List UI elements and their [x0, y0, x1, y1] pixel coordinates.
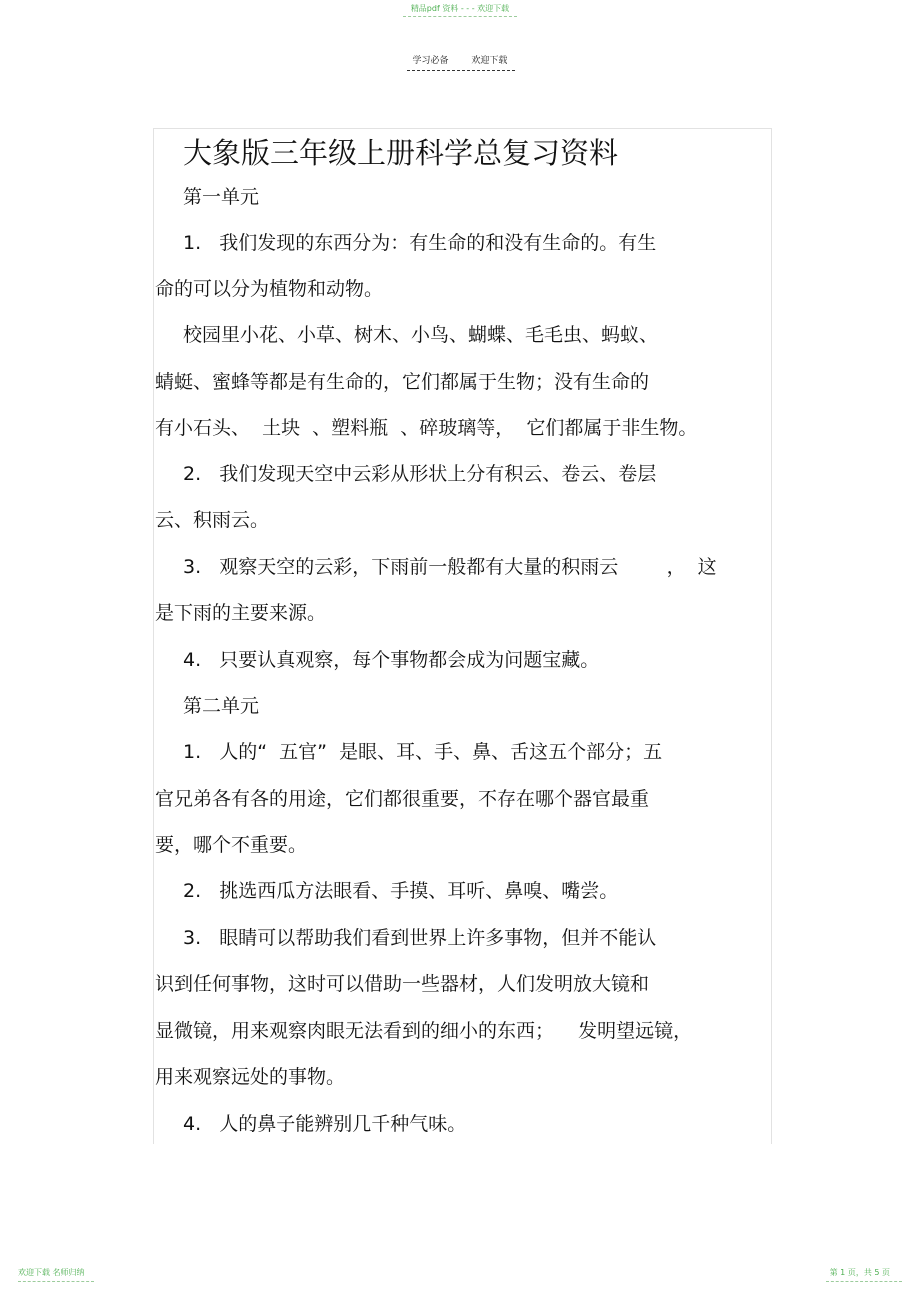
paragraph-line: 命的可以分为植物和动物。 — [155, 278, 384, 300]
paragraph-line: 云、积雨云。 — [155, 509, 270, 531]
paragraph-line: 3. 观察天空的云彩，下雨前一般都有大量的积雨云 ， 这 — [183, 556, 717, 578]
paragraph-line: 2. 我们发现天空中云彩从形状上分有积云、卷云、卷层 — [183, 463, 657, 485]
watermark-top: 精品pdf 资料 - - - 欢迎下载 — [410, 4, 510, 13]
paragraph-line: 用来观察远处的事物。 — [155, 1066, 346, 1088]
running-header: 学习必备 欢迎下载 — [412, 56, 508, 66]
section-heading-1: 第一单元 — [183, 186, 260, 208]
paragraph-line: 1. 人的“ 五官” 是眼、耳、手、鼻、舌这五个部分；五 — [183, 741, 663, 763]
paragraph-line: 要，哪个不重要。 — [155, 834, 308, 856]
paragraph-line: 是下雨的主要来源。 — [155, 602, 327, 624]
paragraph-line: 校园里小花、小草、树木、小鸟、蝴蝶、毛毛虫、蚂蚁、 — [183, 324, 659, 346]
paragraph-line: 有小石头、 土块 、塑料瓶 、碎玻璃等， 它们都属于非生物。 — [155, 417, 698, 439]
paragraph-line: 4. 人的鼻子能辨别几千种气味。 — [183, 1113, 467, 1135]
running-header-rule — [407, 70, 515, 71]
section-heading-2: 第二单元 — [183, 695, 260, 717]
footer-watermark-left: 欢迎下载 名师归纳 — [18, 1268, 85, 1277]
footer-rule-right — [826, 1281, 902, 1282]
paragraph-line: 蜻蜓、蜜蜂等都是有生命的，它们都属于生物；没有生命的 — [155, 371, 650, 393]
paragraph-line: 显微镜，用来观察肉眼无法看到的细小的东西； 发明望远镜， — [155, 1020, 693, 1042]
paragraph-line: 3. 眼睛可以帮助我们看到世界上许多事物，但并不能认 — [183, 927, 657, 949]
paragraph-line: 官兄弟各有各的用途，它们都很重要，不存在哪个器官最重 — [155, 788, 650, 810]
paragraph-line: 2. 挑选西瓜方法眼看、手摸、耳听、鼻嗅、嘴尝。 — [183, 880, 619, 902]
paragraph-line: 识到任何事物，这时可以借助一些器材，人们发明放大镜和 — [155, 973, 650, 995]
paragraph-line: 4. 只要认真观察，每个事物都会成为问题宝藏。 — [183, 649, 600, 671]
paragraph-line: 1. 我们发现的东西分为：有生命的和没有生命的。有生 — [183, 232, 657, 254]
page-number: 第 1 页，共 5 页 — [829, 1268, 890, 1277]
document-title: 大象版三年级上册科学总复习资料 — [183, 136, 619, 170]
footer-rule-left — [18, 1281, 94, 1282]
watermark-top-rule — [403, 16, 517, 17]
